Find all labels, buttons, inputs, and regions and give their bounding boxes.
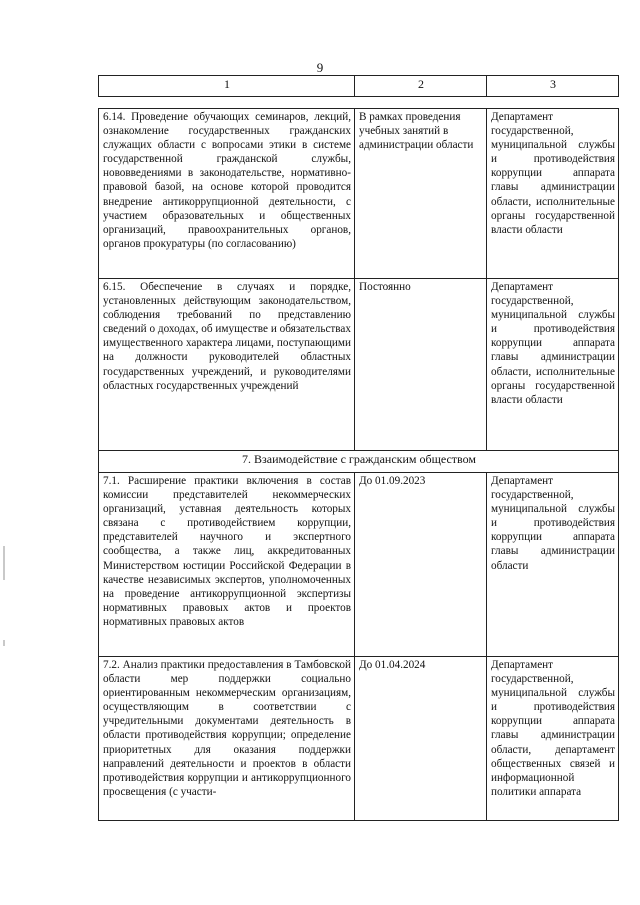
measure-responsible: Департамент государственной, муниципальной службы и противодействия коррупции аппарата главы администрации области, департамент общественных связей и информационной политики аппарата — [487, 657, 619, 821]
measure-deadline: В рамках проведения учебных занятий в администрации области — [355, 109, 487, 279]
measure-deadline: До 01.04.2024 — [355, 657, 487, 821]
measure-responsible: Департамент государственной, муниципальной службы и противодействия коррупции аппарата главы администрации области — [487, 473, 619, 657]
table-row — [99, 109, 619, 279]
measure-description: 6.14. Проведение обучающих семинаров, лекций, ознакомление государственных гражданских служащих области с вопросами этики в системе государственной гражданской службы, нововведениями в законодательстве, нормативно-правовой базой, на основе которой проводится внедрение антикоррупционной деятельности, с участием образовательных и общественных организаций, правоохранительных органов, органов прокуратуры (по согласованию) — [99, 109, 355, 279]
measure-deadline: Постоянно — [355, 279, 487, 451]
measure-description: 7.2. Анализ практики предоставления в Тамбовской области мер поддержки социально ориентированным некоммерческим организациям, осуществляющим в соответствии с учредительными документами деятельность в области противодействия коррупции; определение приоритетных для оказания поддержки направлений деятельности и проектов в области противодействия коррупции и антикоррупционного просвещения (с участи- — [99, 657, 355, 821]
table-header — [98, 75, 619, 97]
page-number: 9 — [316, 60, 324, 75]
column-header-3: 3 — [487, 76, 619, 97]
measure-responsible: Департамент государственной, муниципальной службы и противодействия коррупции аппарата главы администрации области, исполнительные органы государственной власти области — [487, 109, 619, 279]
section-row — [99, 451, 619, 473]
section-title: 7. Взаимодействие с гражданским обществом — [99, 451, 619, 473]
measure-description: 6.15. Обеспечение в случаях и порядке, установленных действующим законодательством, соблюдения требований по представлению сведений о доходах, об имуществе и обязательствах имущественного характера лицами, поступающими на должности руководителей областных государственных учреждений, и руководителями областных государственных учреждений — [99, 279, 355, 451]
column-header-1: 1 — [99, 76, 355, 97]
measures-table — [98, 108, 619, 821]
table-row — [99, 473, 619, 657]
measure-responsible: Департамент государственной, муниципальной службы и противодействия коррупции аппарата главы администрации области, исполнительные органы государственной власти области — [487, 279, 619, 451]
scan-edge-mark — [3, 640, 5, 646]
measure-description: 7.1. Расширение практики включения в состав комиссии представителей некоммерческих организаций, уставная деятельность которых связана с противодействием коррупции, представителей научного и экспертного сообщества, а также лиц, аккредитованных Министерством юстиции Российской Федерации в качестве независимых экспертов, уполномоченных на проведение антикоррупционной экспертизы нормативных правовых актов и проектов нормативных правовых актов — [99, 473, 355, 657]
column-header-2: 2 — [355, 76, 487, 97]
table-row — [99, 657, 619, 821]
scan-edge-mark — [3, 546, 5, 580]
table-row — [99, 279, 619, 451]
measure-deadline: До 01.09.2023 — [355, 473, 487, 657]
